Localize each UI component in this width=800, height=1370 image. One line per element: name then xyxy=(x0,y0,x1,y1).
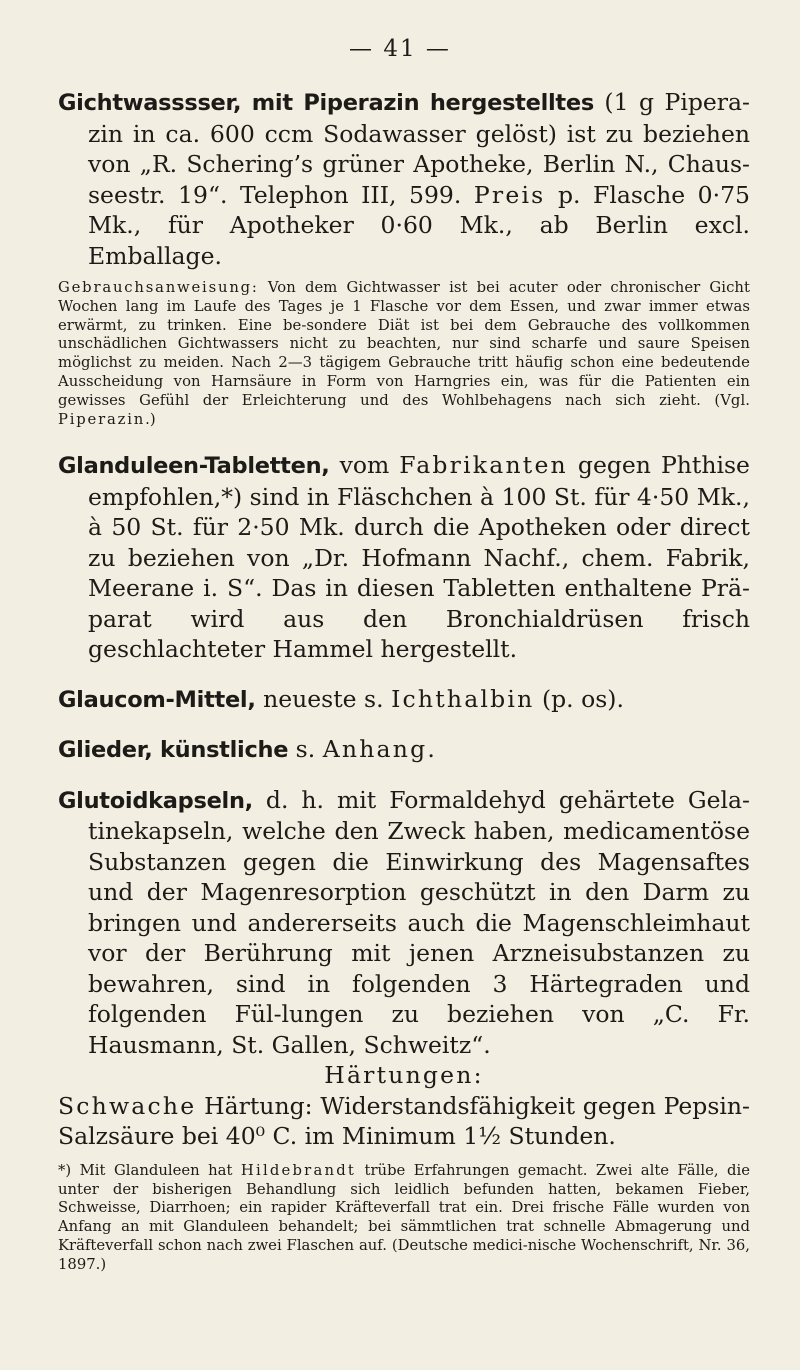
page-number: — 41 — xyxy=(349,36,451,62)
subheading-haertungen: Härtungen: xyxy=(324,1061,484,1090)
entry-heading: Glaucom-Mittel, xyxy=(58,686,256,713)
entry-glanduleen: Glanduleen-Tabletten, vom Fabrikanten gegen Phthise empfohlen,*) sind in Fläschchen à 100 St. für 4·50 Mk., à 50 St. für 2·50 Mk. durch die Apotheken oder direct zu beziehen von „Dr. Hofmann Nachf., chem. Fabrik, Meerane i. S“. Das in diesen Tabletten enthaltene Prä-parat wird aus den Bronchialdrüsen frisch geschlachteter Hammel hergestellt. xyxy=(58,451,750,664)
footnote: *) Mit Glanduleen hat Hildebrandt trübe Erfahrungen gemacht. Zwei alte Fälle, die unter der bisherigen Behandlung sich leidlich befunden hatten, bekamen Fieber, Schweisse, Diarrhoen; ein rapider Kräfteverfall trat ein. Drei frische Fälle wurden von Anfang an mit Glanduleen behandelt; bei sämmtlichen trat schnelle Abmagerung und Kräfteverfall schon nach zwei Flaschen auf. (Deutsche medici-nische Wochenschrift, Nr. 36, 1897.) xyxy=(58,1161,750,1273)
entry-heading: Glanduleen-Tabletten, xyxy=(58,453,330,480)
schwache-haertung: Schwache Härtung: Widerstandsfähigkeit gegen Pepsin-Salzsäure bei 40⁰ C. im Minimum 1½ Stunden. xyxy=(58,1091,750,1151)
entry-gichtwasser: Gichtwasssser, mit Piperazin hergestelltes (1 g Pipera-zin in ca. 600 ccm Sodawasser gelöst) ist zu beziehen von „R. Schering’s grüner Apotheke, Berlin N., Chaus-seestr. 19“. Telephon III, 599. Preis p. Flasche 0·75 Mk., für Apotheker 0·60 Mk., ab Berlin excl. Emballage. xyxy=(58,88,750,270)
entry-heading: Glieder, künstliche xyxy=(58,737,289,764)
entry-heading: Glutoidkapseln, xyxy=(58,787,253,814)
usage-instructions: Gebrauchsanweisung: Von dem Gichtwasser ist bei acuter oder chronischer Gicht Wochen lang im Laufe des Tages je 1 Flasche vor dem Essen, und zwar immer etwas erwärmt, zu trinken. Eine be-sondere Diät ist bei dem Gebrauche des vollkommen unschädlichen Gichtwassers nicht zu beachten, nur sind scharfe und saure Speisen möglichst zu meiden. Nach 2—3 tägigem Gebrauche tritt häufig schon eine bedeutende Ausscheidung von Harnsäure in Form von Harngries ein, was für die Patienten ein gewisses Gefühl der Erleichterung und des Wohlbehagens nach sich zieht. (Vgl. Piperazin.) xyxy=(58,279,750,428)
entry-glieder: Glieder, künstliche s. Anhang. xyxy=(58,735,435,764)
entry-glutoidkapseln: Glutoidkapseln, d. h. mit Formaldehyd gehärtete Gela-tinekapseln, welche den Zweck haben, medicamentöse Substanzen gegen die Einwirkung des Magensaftes und der Magenresorption geschützt in den Darm zu bringen und andererseits auch die Magenschleimhaut vor der Berührung mit jenen Arzneisubstanzen zu bewahren, sind in folgenden 3 Härtegraden und folgenden Fül-lungen zu beziehen von „C. Fr. Hausmann, St. Gallen, Schweitz“. xyxy=(58,785,750,1059)
entry-glaucom: Glaucom-Mittel, neueste s. Ichthalbin (p. os). xyxy=(58,684,624,713)
entry-heading: Gichtwasssser, mit Piperazin hergestelltes xyxy=(58,90,594,116)
